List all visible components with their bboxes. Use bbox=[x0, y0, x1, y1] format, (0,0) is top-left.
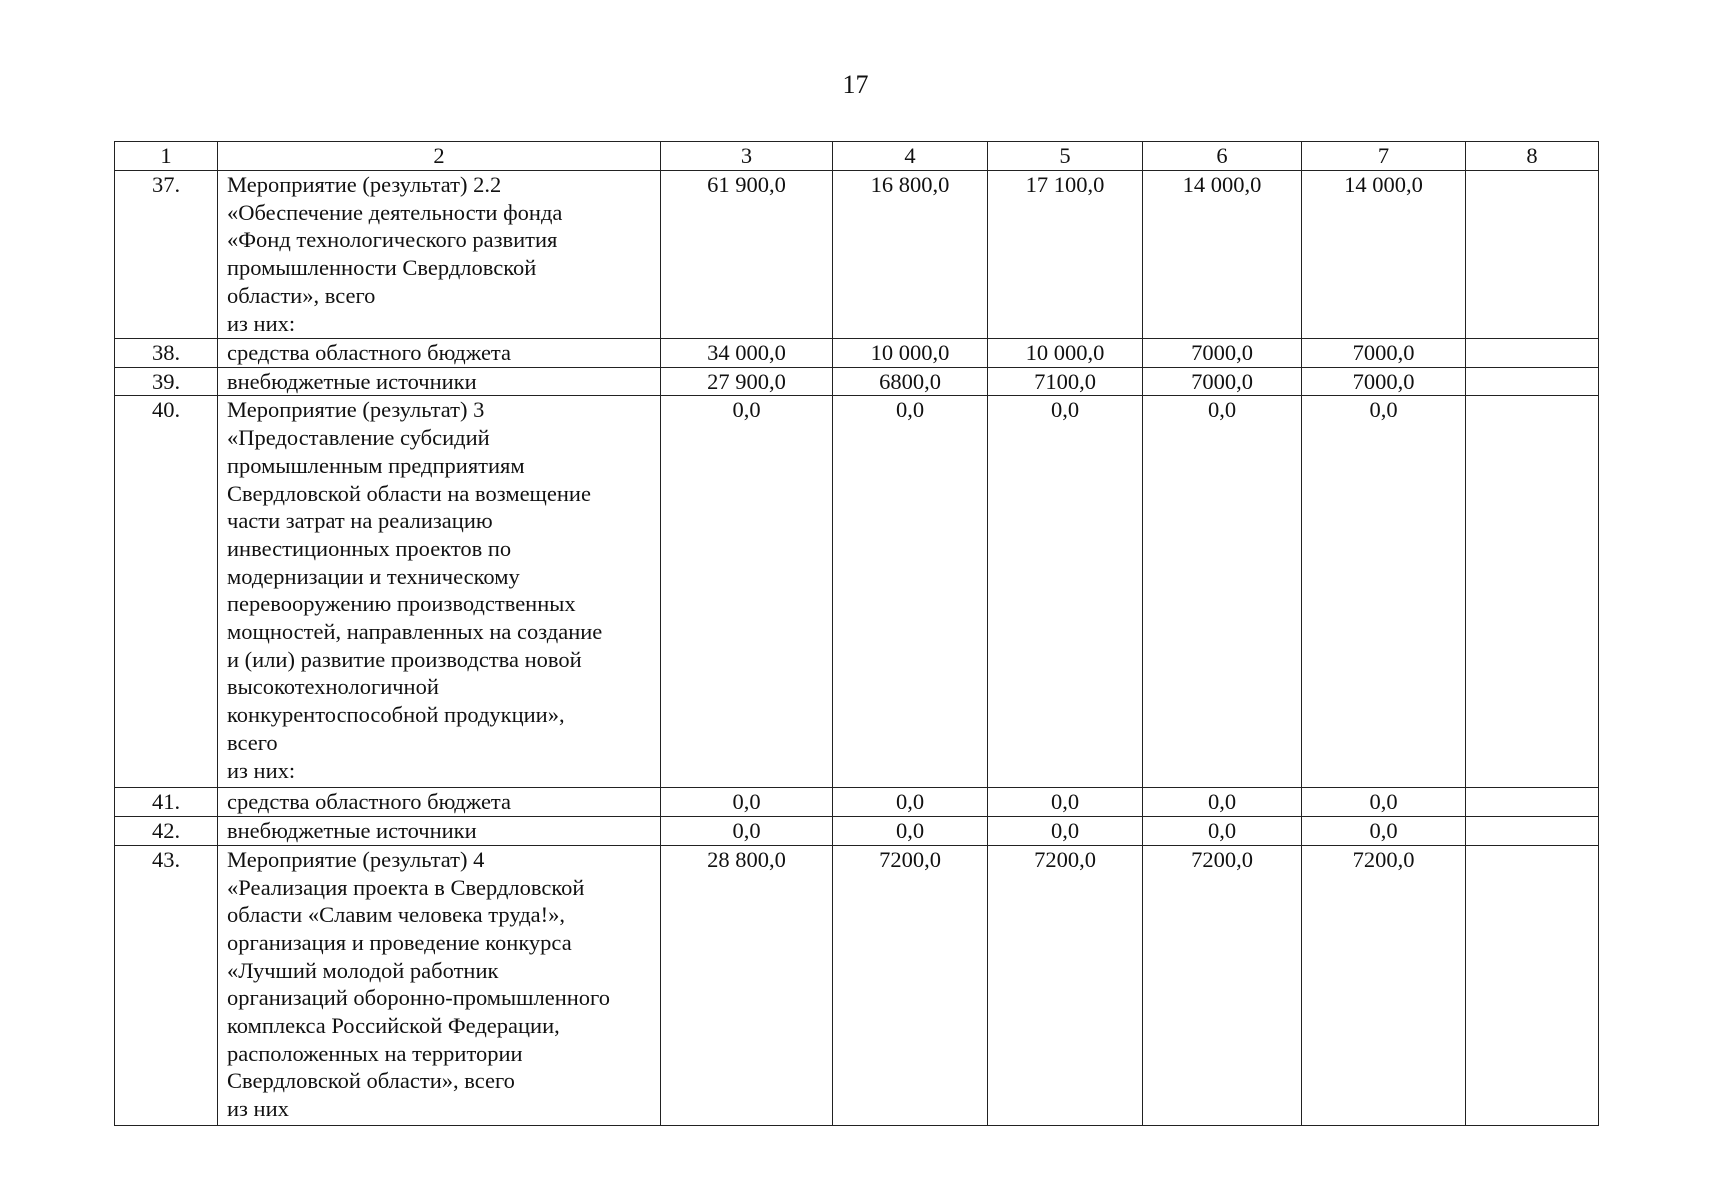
value-cell-col3: 34 000,0 bbox=[661, 339, 833, 368]
value-cell-col6: 0,0 bbox=[1143, 788, 1302, 817]
table-body bbox=[115, 142, 1599, 1126]
value-cell-col4: 0,0 bbox=[833, 396, 988, 788]
value-cell-col7: 0,0 bbox=[1302, 817, 1466, 846]
description-cell bbox=[218, 367, 661, 396]
column-header: 2 bbox=[218, 142, 661, 171]
column-header: 4 bbox=[833, 142, 988, 171]
row-number-cell: 40. bbox=[115, 396, 218, 788]
description-text: средства областного бюджета bbox=[227, 789, 512, 815]
value-cell-col3: 0,0 bbox=[661, 396, 833, 788]
value-cell-col6: 7000,0 bbox=[1143, 367, 1302, 396]
value-cell-col6: 7000,0 bbox=[1143, 339, 1302, 368]
value-cell-col5: 0,0 bbox=[988, 817, 1143, 846]
column-header: 7 bbox=[1302, 142, 1466, 171]
description-text: Мероприятие (результат) 4 «Реализация проекта в Свердловской области «Славим человека труда!», организация и проведение конкурса «Лучший молодой работник организаций оборонно-промышленного комплекса Российской Федерации, расположенных на территории Свердловской области», всего из них bbox=[227, 846, 610, 1122]
budget-table bbox=[114, 141, 1599, 1126]
description-cell bbox=[218, 788, 661, 817]
row-number-cell: 42. bbox=[115, 817, 218, 846]
value-cell-col5: 0,0 bbox=[988, 788, 1143, 817]
description-text: внебюджетные источники bbox=[227, 368, 477, 394]
value-cell-col5: 0,0 bbox=[988, 396, 1143, 788]
value-cell-col6: 0,0 bbox=[1143, 817, 1302, 846]
description-text: средства областного бюджета bbox=[227, 340, 512, 365]
page-number: 17 bbox=[842, 70, 869, 99]
value-cell-col8 bbox=[1466, 845, 1599, 1125]
row-number-cell: 41. bbox=[115, 788, 218, 817]
value-cell-col4: 0,0 bbox=[833, 817, 988, 846]
value-cell-col5: 17 100,0 bbox=[988, 171, 1143, 339]
description-cell bbox=[218, 171, 661, 339]
description-text: Мероприятие (результат) 3 «Предоставление субсидий промышленным предприятиям Свердловской области на возмещение части затрат на реализацию инвестиционных проектов по модернизации и техническому перевооружению производственных мощностей, направленных на создание и (или) развитие производства новой высокотехнологичной конкурентоспособной продукции», всего из них: bbox=[227, 397, 603, 783]
value-cell-col4: 0,0 bbox=[833, 788, 988, 817]
description-cell bbox=[218, 845, 661, 1125]
table-row bbox=[115, 396, 1599, 788]
value-cell-col8 bbox=[1466, 171, 1599, 339]
table-row bbox=[115, 171, 1599, 339]
table-row bbox=[115, 845, 1599, 1125]
row-number-cell: 43. bbox=[115, 845, 218, 1125]
value-cell-col3: 27 900,0 bbox=[661, 367, 833, 396]
row-number-cell: 38. bbox=[115, 339, 218, 368]
value-cell-col5: 7200,0 bbox=[988, 845, 1143, 1125]
table-row bbox=[115, 817, 1599, 846]
value-cell-col7: 0,0 bbox=[1302, 396, 1466, 788]
description-cell bbox=[218, 396, 661, 788]
value-cell-col8 bbox=[1466, 339, 1599, 368]
value-cell-col4: 6800,0 bbox=[833, 367, 988, 396]
value-cell-col3: 61 900,0 bbox=[661, 171, 833, 339]
value-cell-col7: 7200,0 bbox=[1302, 845, 1466, 1125]
value-cell-col6: 7200,0 bbox=[1143, 845, 1302, 1125]
column-header: 3 bbox=[661, 142, 833, 171]
table-row bbox=[115, 367, 1599, 396]
value-cell-col4: 10 000,0 bbox=[833, 339, 988, 368]
row-number-cell: 37. bbox=[115, 171, 218, 339]
value-cell-col3: 0,0 bbox=[661, 817, 833, 846]
value-cell-col7: 7000,0 bbox=[1302, 367, 1466, 396]
value-cell-col7: 7000,0 bbox=[1302, 339, 1466, 368]
value-cell-col8 bbox=[1466, 367, 1599, 396]
header-row bbox=[115, 142, 1599, 171]
column-header: 6 bbox=[1143, 142, 1302, 171]
value-cell-col3: 0,0 bbox=[661, 788, 833, 817]
description-cell bbox=[218, 817, 661, 846]
value-cell-col5: 7100,0 bbox=[988, 367, 1143, 396]
value-cell-col8 bbox=[1466, 817, 1599, 846]
value-cell-col6: 14 000,0 bbox=[1143, 171, 1302, 339]
value-cell-col5: 10 000,0 bbox=[988, 339, 1143, 368]
value-cell-col7: 14 000,0 bbox=[1302, 171, 1466, 339]
column-header: 1 bbox=[115, 142, 218, 171]
value-cell-col7: 0,0 bbox=[1302, 788, 1466, 817]
description-cell bbox=[218, 339, 661, 368]
value-cell-col8 bbox=[1466, 788, 1599, 817]
value-cell-col8 bbox=[1466, 396, 1599, 788]
value-cell-col4: 7200,0 bbox=[833, 845, 988, 1125]
table-row bbox=[115, 788, 1599, 817]
value-cell-col4: 16 800,0 bbox=[833, 171, 988, 339]
row-number-cell: 39. bbox=[115, 367, 218, 396]
column-header: 5 bbox=[988, 142, 1143, 171]
value-cell-col3: 28 800,0 bbox=[661, 845, 833, 1125]
table-row bbox=[115, 339, 1599, 368]
description-text: внебюджетные источники bbox=[227, 818, 477, 844]
description-text: Мероприятие (результат) 2.2 «Обеспечение деятельности фонда «Фонд технологического развития промышленности Свердловской области», всего из них: bbox=[227, 172, 563, 336]
column-header: 8 bbox=[1466, 142, 1599, 171]
value-cell-col6: 0,0 bbox=[1143, 396, 1302, 788]
